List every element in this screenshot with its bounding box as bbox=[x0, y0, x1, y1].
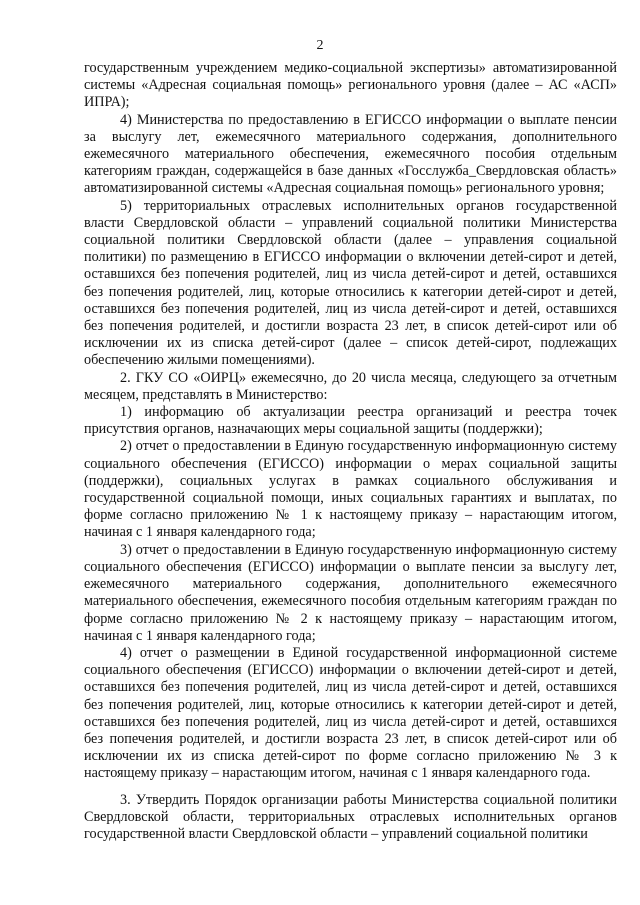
paragraph-item-5-territorial-bodies: 5) территориальных отраслевых исполнительных органов государственной власти Свердловской области – управлений социальной политики Министерства социальной политики Свердловской области (далее – управления социальной политики) по размещению в ЕГИССО информации о включении детей-сирот и детей, оставшихся без попечения родителей, лиц из числа детей-сирот и детей, оставшихся без попечения родителей, лиц, которые относились к категории детей-сирот и детей, оставшихся без попечения родителей, лиц из числа детей-сирот и детей, оставшихся без попечения родителей, и достигли возраста 23 лет, в список детей-сирот или об исключении их из списка детей-сирот (далее – список детей-сирот, подлежащих обеспечению жилыми помещениями). bbox=[84, 197, 617, 369]
paragraph-section-2-item-1: 1) информацию об актуализации реестра организаций и реестра точек присутствия органов, назначающих меры социальной защиты (поддержки); bbox=[84, 404, 617, 438]
paragraph-section-3: 3. Утвердить Порядок организации работы Министерства социальной политики Свердловской области, территориальных отраслевых исполнительных органов государственной власти Свердловской области – управлений социальной политики bbox=[84, 791, 617, 842]
paragraph-continuation: государственным учреждением медико-социальной экспертизы» автоматизированной системы «Адресная социальная помощь» регионального уровня (далее – АС «АСП» ИПРА); bbox=[84, 60, 617, 111]
page-number: 2 bbox=[316, 38, 324, 53]
paragraph-item-4-ministry: 4) Министерства по предоставлению в ЕГИССО информации о выплате пенсии за выслугу лет, ежемесячного материального содержания, дополнительного ежемесячного материального обеспечения, ежемесячного пособия отдельным категориям граждан, содержащейся в базе данных «Госслужба_Свердловская область» автоматизированной системы «Адресная социальная помощь» регионального уровня; bbox=[84, 111, 617, 197]
paragraph-section-2-item-4: 4) отчет о размещении в Единой государственной информационной системе социального обеспечения (ЕГИССО) информации о включении детей-сирот и детей, оставшихся без попечения родителей, лиц из числа детей-сирот и детей, оставшихся без попечения родителей, лиц, которые относились к категории детей-сирот и детей, оставшихся без попечения родителей, лиц из числа детей-сирот и детей, оставшихся без попечения родителей, и достигли возраста 23 лет, в список детей-сирот или об исключении их из списка детей-сирот по форме согласно приложению № 3 к настоящему приказу – нарастающим итогом, начиная с 1 января календарного года. bbox=[84, 644, 617, 782]
paragraph-section-2-item-3: 3) отчет о предоставлении в Единую государственную информационную систему социального обеспечения (ЕГИССО) информации о выплате пенсии за выслугу лет, ежемесячного материального содержания, дополнительного ежемесячного материального обеспечения, ежемесячного пособия отдельным категориям граждан по форме согласно приложению № 2 к настоящему приказу – нарастающим итогом, начиная с 1 января календарного года; bbox=[84, 541, 617, 644]
paragraph-section-2: 2. ГКУ СО «ОИРЦ» ежемесячно, до 20 числа месяца, следующего за отчетным месяцем, представлять в Министерство: bbox=[84, 369, 617, 403]
document-body bbox=[84, 60, 617, 843]
paragraph-section-2-item-2: 2) отчет о предоставлении в Единую государственную информационную систему социального обеспечения (ЕГИССО) информации о мерах социальной защиты (поддержки), социальных услугах в рамках социального обслуживания и государственной социальной помощи, иных социальных гарантиях и выплатах, по форме согласно приложению № 1 к настоящему приказу – нарастающим итогом, начиная с 1 января календарного года; bbox=[84, 438, 617, 541]
